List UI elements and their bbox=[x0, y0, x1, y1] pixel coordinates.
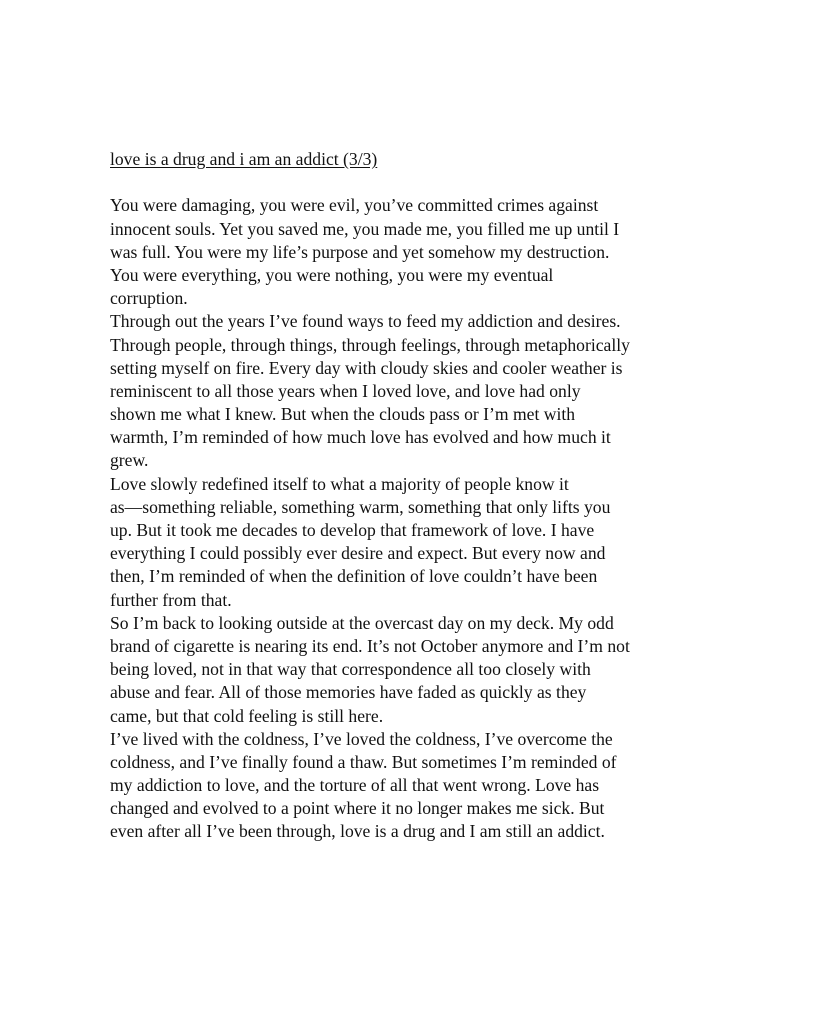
text-line: reminiscent to all those years when I loved love, and love had only bbox=[110, 380, 581, 401]
text-line: grew. bbox=[110, 450, 149, 471]
text-line: You were damaging, you were evil, you’ve committed crimes against bbox=[110, 195, 599, 216]
text-line: up. But it took me decades to develop that framework of love. I have bbox=[110, 520, 595, 540]
text-line: further from that. bbox=[110, 589, 232, 610]
document-title: love is a drug and i am an addict (3/3) bbox=[110, 149, 378, 169]
text-line: corruption. bbox=[110, 288, 188, 309]
text-line: I’ve lived with the coldness, I’ve loved the coldness, I’ve overcome the bbox=[110, 728, 613, 749]
text-line: being loved, not in that way that correspondence all too closely with bbox=[110, 659, 591, 680]
text-line: coldness, and I’ve finally found a thaw. But sometimes I’m reminded of bbox=[110, 751, 617, 772]
text-line: came, but that cold feeling is still here. bbox=[110, 705, 384, 726]
text-line: was full. You were my life’s purpose and yet somehow my destruction. bbox=[110, 241, 610, 262]
text-line: my addiction to love, and the torture of all that went wrong. Love has bbox=[110, 775, 600, 796]
text-line: even after all I’ve been through, love is a drug and I am still an addict. bbox=[110, 821, 605, 842]
text-line: So I’m back to looking outside at the overcast day on my deck. My odd bbox=[110, 612, 614, 633]
text-line: Through out the years I’ve found ways to feed my addiction and desires. bbox=[110, 311, 621, 332]
document-text bbox=[110, 194, 720, 843]
text-line: setting myself on fire. Every day with cloudy skies and cooler weather is bbox=[110, 357, 623, 378]
text-line: innocent souls. Yet you saved me, you made me, you filled me up until I bbox=[110, 218, 620, 239]
spacer bbox=[110, 171, 720, 194]
text-line: brand of cigarette is nearing its end. It’s not October anymore and I’m not bbox=[110, 635, 630, 656]
text-line: shown me what I knew. But when the clouds pass or I’m met with bbox=[110, 404, 576, 425]
text-line: changed and evolved to a point where it no longer makes me sick. But bbox=[110, 798, 605, 819]
text-line: as—something reliable, something warm, something that only lifts you bbox=[110, 496, 611, 517]
text-line: warmth, I’m reminded of how much love has evolved and how much it bbox=[110, 427, 611, 448]
text-line: then, I’m reminded of when the definition of love couldn’t have been bbox=[110, 566, 598, 587]
text-line: You were everything, you were nothing, you were my eventual bbox=[110, 264, 554, 285]
document-body bbox=[110, 148, 720, 844]
text-line: everything I could possibly ever desire and expect. But every now and bbox=[110, 543, 606, 564]
text-line: Love slowly redefined itself to what a majority of people know it bbox=[110, 473, 569, 494]
text-line: Through people, through things, through feelings, through metaphorically bbox=[110, 334, 630, 355]
text-line: abuse and fear. All of those memories have faded as quickly as they bbox=[110, 682, 587, 703]
